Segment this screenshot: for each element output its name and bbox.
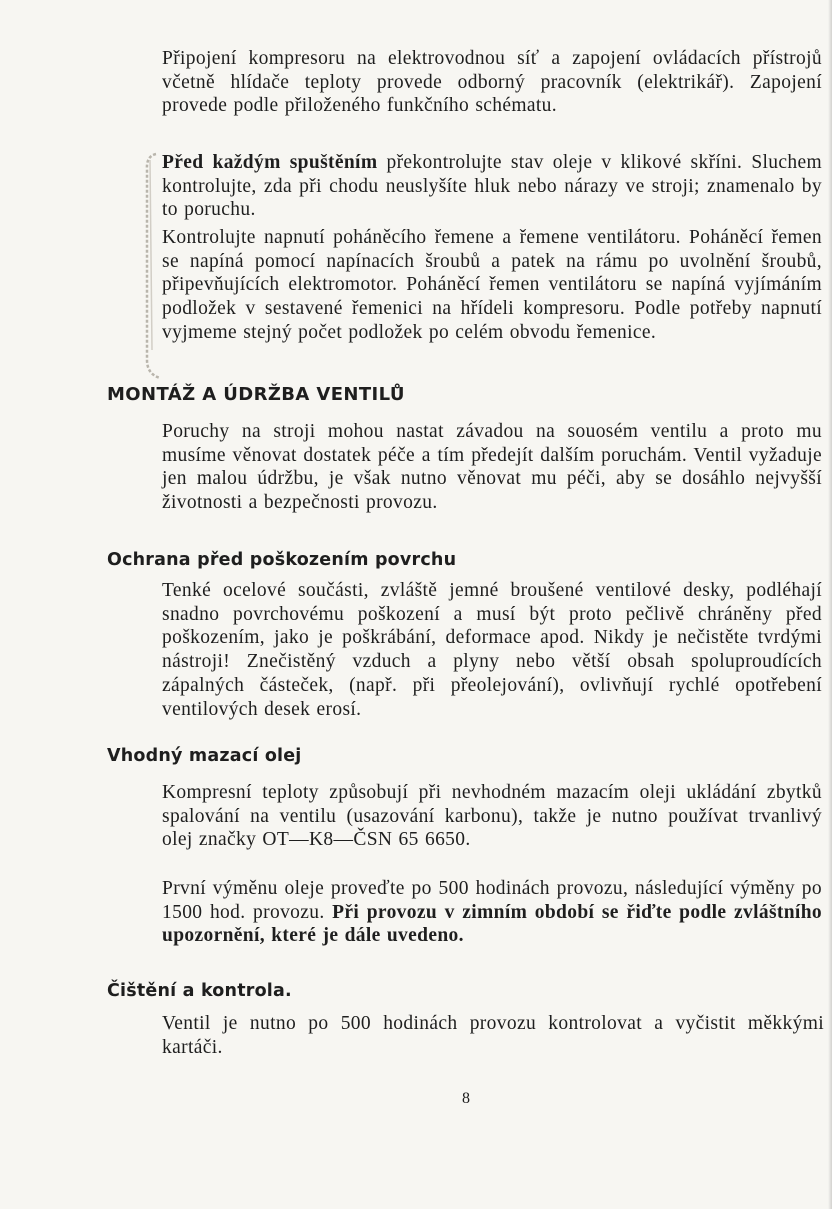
heading-cleaning-inspection: Čištění a kontrola.	[107, 981, 292, 1001]
paragraph-surface-protection: Tenké ocelové součásti, zvláště jemné broušené ventilové desky, podléhají snadno povrchovému poškození a musí být proto pečlivě chráněny před poškozením, jako je poškrábání, deformace apod. Nikdy je nečistěte tvrdými nástroji! Znečistěný vzduch a plyny nebo větší obsah spoluproudících zápalných částeček, (např. při přeolejování), ovlivňují rychlé opotřebení ventilových desek erosí.	[162, 580, 822, 720]
paragraph-oil-change	[162, 877, 822, 948]
heading-lubricating-oil: Vhodný mazací olej	[107, 746, 302, 766]
paragraph-cleaning: Ventil je nutno po 500 hodinách provozu kontrolovat a vyčistit měkkými kartáči.	[162, 1013, 824, 1058]
heading-valve-maintenance: MONTÁŽ A ÚDRŽBA VENTILŮ	[107, 384, 405, 405]
page-number: 8	[462, 1090, 470, 1107]
page-edge-shadow	[828, 0, 832, 1209]
paragraph-before-start	[162, 151, 822, 222]
paragraph-compression-temperatures: Kompresní teploty způsobují při nevhodném mazacím oleji ukládání zbytků spalování na ventilu (usazování karbonu), takže je nutno používat trvanlivý olej značky OT—K8—ČSN 65 6650.	[162, 782, 822, 851]
paragraph-valve-faults: Poruchy na stroji mohou nastat závadou na souosém ventilu a proto mu musíme věnovat dostatek péče a tím předejít dalším poruchám. Ventil vyžaduje jen malou údržbu, je však nutno věnovat mu péči, aby se dosáhlo nejvyšší životnosti a bezpečnosti provozu.	[162, 421, 822, 514]
bold-lead-before-start: Před každým spuštěním	[162, 152, 378, 173]
margin-bracket-mark	[142, 150, 164, 380]
heading-surface-protection: Ochrana před poškozením povrchu	[107, 550, 457, 570]
bold-winter-notice: Při provozu v zimním období se řiďte podle zvláštního upozornění, které je dále uvedeno.	[162, 901, 822, 947]
paragraph-oil-change-text: První výměnu oleje proveďte po 500 hodinách provozu, následující výměny po 1500 hod. provozu.	[162, 878, 822, 923]
paragraph-connection: Připojení kompresoru na elektrovodnou síť a zapojení ovládacích přístrojů včetně hlídače teploty provede odborný pracovník (elektrikář). Zapojení provede podle přiloženého funkčního schématu.	[162, 48, 822, 117]
paragraph-belt-tension: Kontrolujte napnutí poháněcího řemene a řemene ventilátoru. Poháněcí řemen se napíná pomocí napínacích šroubů a patek na rámu po uvolnění šroubů, připevňujících elektromotor. Poháněcí řemen ventilátoru se napíná vyjímáním podložek v sestavené řemenici na hřídeli kompresoru. Podle potřeby napnutí vyjmeme stejný počet podložek po celém obvodu řemenice.	[162, 227, 822, 343]
paragraph-before-start-text: překontrolujte stav oleje v klikové skříni. Sluchem kontrolujte, zda při chodu neuslyšíte hluk nebo nárazy ve stroji; znamenalo by to poruchu.	[162, 152, 823, 221]
